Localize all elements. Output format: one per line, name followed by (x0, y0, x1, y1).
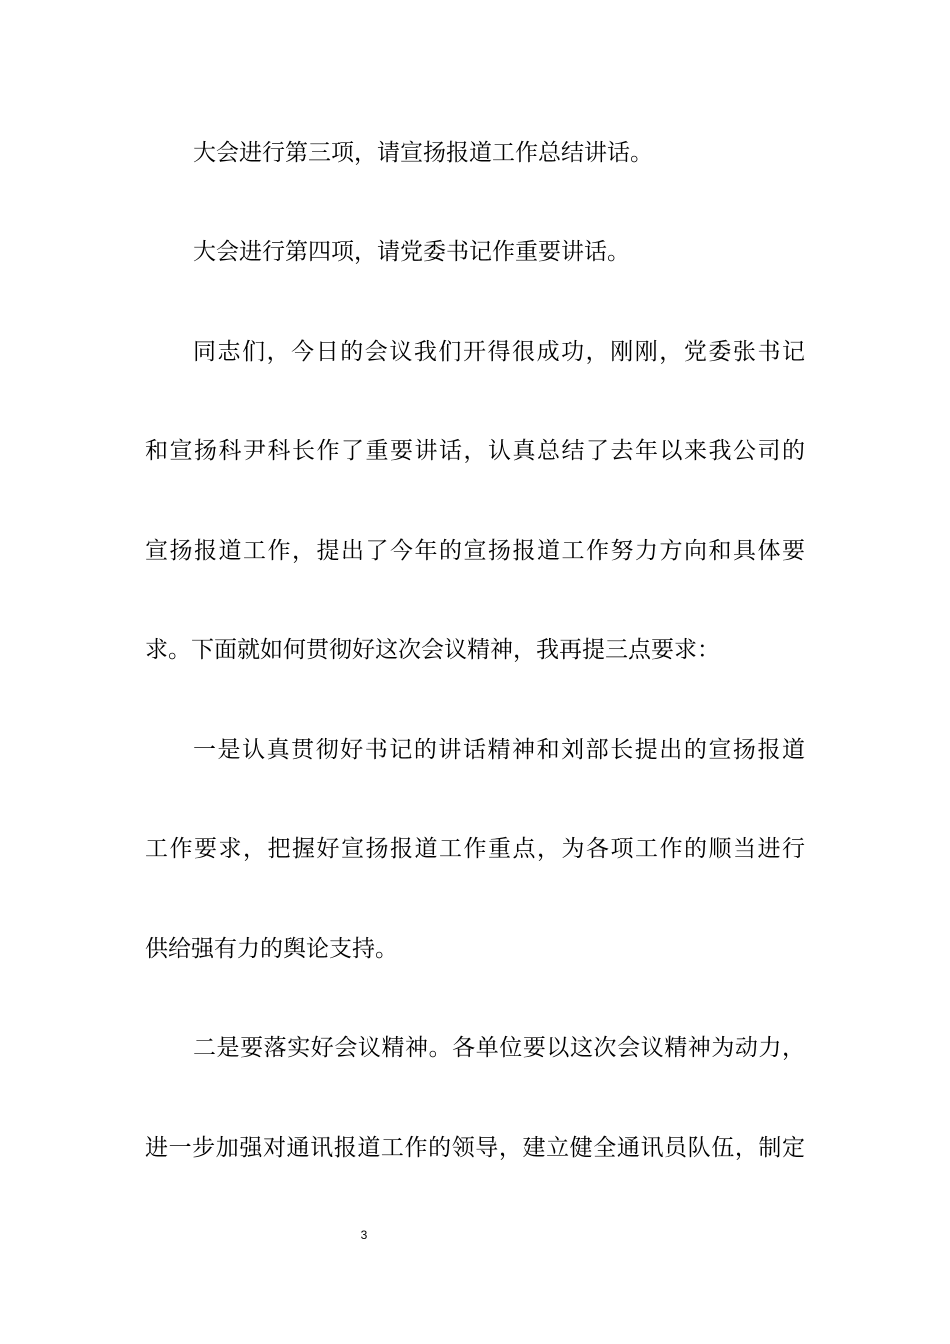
paragraph-line: 同志们，今日的会议我们开得很成功，刚刚，党委张书记 (193, 339, 805, 365)
paragraph-line: 宣扬报道工作，提出了今年的宣扬报道工作努力方向和具体要 (145, 538, 805, 564)
paragraph-line: 求。下面就如何贯彻好这次会议精神，我再提三点要求： (145, 637, 720, 663)
paragraph-line: 大会进行第四项，请党委书记作重要讲话。 (193, 239, 630, 265)
paragraph-line: 工作要求，把握好宣扬报道工作重点，为各项工作的顺当进行 (145, 836, 805, 862)
paragraph-line: 大会进行第三项，请宣扬报道工作总结讲话。 (193, 140, 653, 166)
page-number: 3 (360, 1228, 368, 1242)
paragraph-line: 和宣扬科尹科长作了重要讲话，认真总结了去年以来我公司的 (145, 438, 805, 464)
paragraph-line: 一是认真贯彻好书记的讲话精神和刘部长提出的宣扬报道 (193, 737, 805, 763)
paragraph-line: 供给强有力的舆论支持。 (145, 936, 398, 962)
paragraph-line: 进一步加强对通讯报道工作的领导，建立健全通讯员队伍，制定 (145, 1135, 805, 1161)
paragraph-line: 二是要落实好会议精神。各单位要以这次会议精神为动力， (193, 1035, 805, 1061)
